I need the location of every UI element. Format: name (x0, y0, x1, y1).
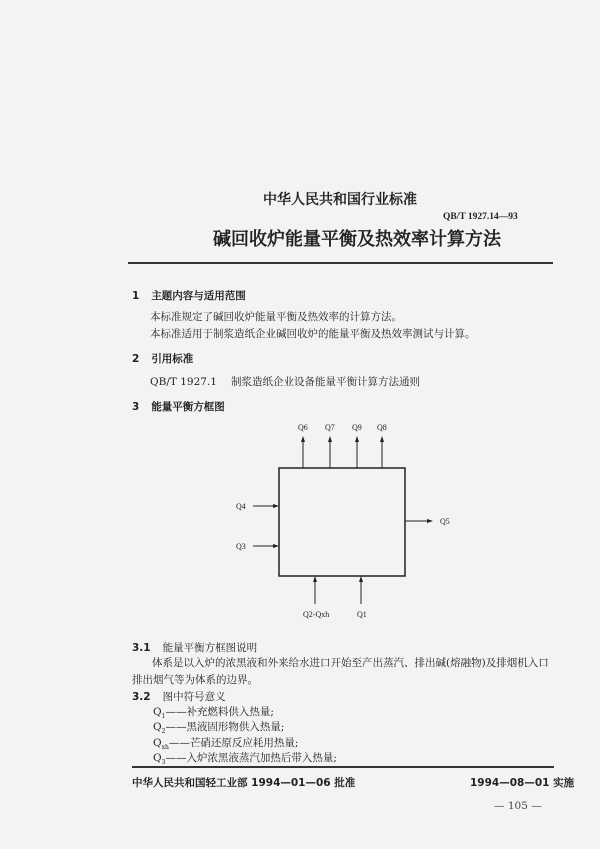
symbol-definition: $Q_1——$补充燃料供入热量; (153, 706, 274, 721)
label-bottom: Q2-Qxh (303, 610, 330, 619)
symbol-definition: $Q_2——$黑液固形物供入热量; (153, 721, 285, 736)
system-boundary-box (279, 468, 405, 576)
label-bottom: Q1 (357, 610, 367, 619)
section-3-2-heading: 3.2 图中符号意义 (132, 691, 226, 703)
label-top: Q7 (325, 423, 335, 432)
symbol-definition: $Q_3——$入炉浓黑液蒸汽加热后带入热量; (153, 752, 337, 767)
effective-date: 1994—08—01 实施 (470, 777, 575, 789)
section-3-1-line: 体系是以入炉的浓黑液和外来给水进口开始至产出蒸汽、排出碱(熔融物)及排烟机入口 (152, 657, 549, 669)
standard-code: QB/T 1927.14—93 (443, 212, 518, 222)
label-right: Q5 (440, 517, 450, 526)
section-1-heading: 1 主题内容与适用范围 (132, 290, 246, 302)
section-1-line: 本标准适用于制浆造纸企业碱回收炉的能量平衡及热效率测试与计算。 (150, 328, 476, 340)
approval-text: 中华人民共和国轻工业部 1994—01—06 批准 (132, 777, 356, 789)
footer-rule (132, 766, 554, 768)
document-title: 碱回收炉能量平衡及热效率计算方法 (213, 229, 501, 250)
label-top: Q6 (298, 423, 308, 432)
label-top: Q9 (352, 423, 362, 432)
section-3-1-line: 排出烟气等为体系的边界。 (132, 674, 258, 686)
section-3-1-heading: 3.1 能量平衡方框图说明 (132, 642, 258, 654)
label-left: Q3 (236, 542, 246, 551)
page-number: — 105 — (494, 800, 542, 812)
label-left: Q4 (236, 502, 246, 511)
org-title: 中华人民共和国行业标准 (263, 192, 417, 208)
label-top: Q8 (377, 423, 387, 432)
symbol-definition: $Q_{xh}——$芒硝还原反应耗用热量; (153, 737, 299, 752)
reference-standard: QB/T 1927.1 制浆造纸企业设备能量平衡计算方法通则 (150, 376, 420, 388)
section-1-line: 本标准规定了碱回收炉能量平衡及热效率的计算方法。 (150, 311, 402, 323)
section-3-heading: 3 能量平衡方框图 (132, 401, 225, 413)
section-2-heading: 2 引用标准 (132, 353, 194, 365)
